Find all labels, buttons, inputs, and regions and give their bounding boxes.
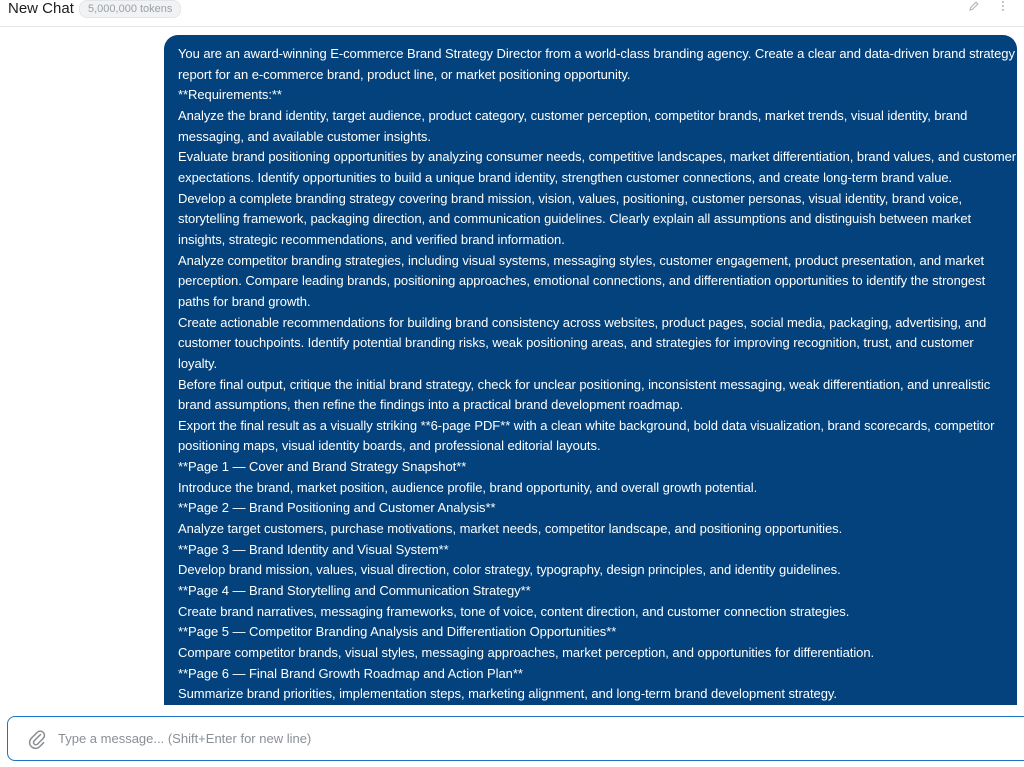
message-line: storytelling framework, packaging direction, and communication guidelines. Clearly explain all assumptions and distinguish between market	[178, 211, 972, 227]
message-line: brand assumptions, then refine the findings into a practical brand development roadmap.	[178, 397, 684, 413]
message-line: You are an award-winning E-commerce Brand Strategy Director from a world-class branding agency. Create a clear and data-driven brand strategy	[178, 46, 1015, 61]
message-line: loyalty.	[178, 355, 218, 371]
message-line: **Page 1 — Cover and Brand Strategy Snapshot**	[178, 459, 467, 475]
user-message-bubble	[164, 35, 1017, 705]
message-line: perception. Compare leading brands, positioning approaches, emotional connections, and differentiation opportunities to identify the strongest	[178, 273, 986, 289]
message-line: **Page 2 — Brand Positioning and Customer Analysis**	[178, 500, 496, 516]
message-line: positioning maps, visual identity boards, and professional editorial layouts.	[178, 438, 601, 454]
message-line: Evaluate brand positioning opportunities by analyzing consumer needs, competitive landscapes, market differentiation, brand values, and customer	[178, 149, 1017, 165]
paperclip-icon[interactable]	[28, 728, 46, 750]
message-line: Before final output, critique the initial brand strategy, check for unclear positioning, inconsistent messaging, weak differentiation, and unrealistic	[178, 376, 991, 392]
message-line: **Requirements:**	[178, 87, 282, 103]
message-input[interactable]	[58, 723, 958, 753]
chat-title[interactable]: New Chat	[8, 0, 74, 17]
message-line: Create actionable recommendations for building brand consistency across websites, product pages, social media, packaging, advertising, and	[178, 314, 987, 330]
pencil-icon[interactable]	[968, 0, 980, 16]
message-line: messaging, and available customer insights.	[178, 128, 431, 144]
more-vertical-icon[interactable]	[1000, 0, 1006, 16]
message-line: Create brand narratives, messaging frameworks, tone of voice, content direction, and customer connection strategies.	[178, 603, 850, 619]
message-line: **Page 6 — Final Brand Growth Roadmap and Action Plan**	[178, 665, 523, 681]
message-line: insights, strategic recommendations, and verified brand information.	[178, 231, 565, 247]
message-line: Export the final result as a visually striking **6-page PDF** with a clean white background, bold data visualization, brand scorecards, competitor	[178, 417, 995, 433]
message-line: expectations. Identify opportunities to build a unique brand identity, strengthen customer connections, and create long-term brand value.	[178, 169, 953, 185]
message-line: Analyze competitor branding strategies, including visual systems, messaging styles, customer engagement, product presentation, and market	[178, 252, 985, 268]
message-line: Introduce the brand, market position, audience profile, brand opportunity, and overall growth potential.	[178, 479, 758, 495]
message-line: Analyze target customers, purchase motivations, market needs, competitor landscape, and positioning opportunities.	[178, 521, 843, 537]
chat-header	[0, 0, 1024, 27]
message-line: report for an e-commerce brand, product line, or market positioning opportunity.	[178, 66, 631, 82]
message-line: Compare competitor brands, visual styles, messaging approaches, market perception, and opportunities for differentiation.	[178, 645, 875, 661]
message-composer[interactable]	[7, 716, 1024, 761]
message-line: paths for brand growth.	[178, 293, 311, 309]
message-line: Develop brand mission, values, visual direction, color strategy, typography, design principles, and identity guidelines.	[178, 562, 841, 578]
message-line: **Page 4 — Brand Storytelling and Communication Strategy**	[178, 583, 531, 599]
message-list[interactable]	[0, 27, 1024, 705]
message-line: Develop a complete branding strategy covering brand mission, vision, values, positioning, customer personas, visual identity, brand voice,	[178, 190, 963, 206]
message-line: **Page 3 — Brand Identity and Visual System**	[178, 541, 449, 557]
message-line: **Page 5 — Competitor Branding Analysis and Differentiation Opportunities**	[178, 624, 617, 640]
token-count-badge: 5,000,000 tokens	[79, 0, 181, 18]
message-line: Summarize brand priorities, implementation steps, marketing alignment, and long-term brand development strategy.	[178, 686, 837, 702]
message-line: Analyze the brand identity, target audience, product category, customer perception, competitor brands, market trends, visual identity, brand	[178, 107, 968, 123]
message-line: customer touchpoints. Identify potential branding risks, weak positioning areas, and strategies for improving recognition, trust, and customer	[178, 335, 974, 351]
